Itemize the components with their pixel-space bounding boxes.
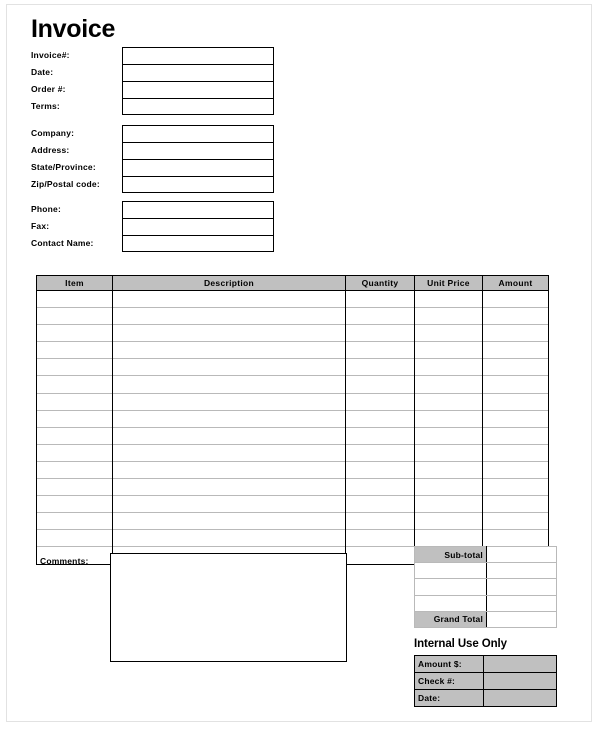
- table-header-row: [37, 276, 549, 291]
- cell-amount[interactable]: [483, 479, 549, 496]
- table-row: [37, 342, 549, 359]
- form-label: Order #:: [31, 84, 66, 94]
- cell-unit-price[interactable]: [415, 461, 483, 478]
- totals-label: [415, 595, 487, 611]
- cell-quantity[interactable]: [346, 291, 415, 308]
- cell-unit-price[interactable]: [415, 513, 483, 530]
- form-label: Fax:: [31, 221, 50, 231]
- table-row: [37, 513, 549, 530]
- cell-unit-price[interactable]: [415, 359, 483, 376]
- cell-item[interactable]: [37, 513, 113, 530]
- column-header-item: Item: [37, 276, 113, 291]
- cell-item[interactable]: [37, 359, 113, 376]
- cell-description[interactable]: [113, 479, 346, 496]
- totals-label: Sub-total: [415, 547, 487, 563]
- invoice-page: [6, 4, 592, 722]
- table-row: [37, 308, 549, 325]
- form-input-field[interactable]: [122, 176, 274, 193]
- cell-quantity[interactable]: [346, 547, 415, 564]
- cell-description[interactable]: [113, 410, 346, 427]
- cell-item[interactable]: [37, 444, 113, 461]
- cell-description[interactable]: [113, 325, 346, 342]
- totals-table: [414, 546, 557, 628]
- internal-use-row: [415, 690, 557, 707]
- internal-use-row: [415, 673, 557, 690]
- form-input-field[interactable]: [122, 159, 274, 176]
- totals-value[interactable]: [487, 563, 557, 579]
- cell-description[interactable]: [113, 513, 346, 530]
- cell-item[interactable]: [37, 530, 113, 547]
- totals-body: [415, 547, 557, 628]
- table-row: [37, 479, 549, 496]
- cell-unit-price[interactable]: [415, 308, 483, 325]
- form-label: Zip/Postal code:: [31, 179, 100, 189]
- internal-use-label: Date:: [415, 690, 484, 707]
- cell-unit-price[interactable]: [415, 325, 483, 342]
- table-row: [37, 393, 549, 410]
- form-input-field[interactable]: [122, 98, 274, 115]
- totals-row: [415, 579, 557, 595]
- cell-amount[interactable]: [483, 342, 549, 359]
- totals-row: [415, 563, 557, 579]
- form-label: Terms:: [31, 101, 60, 111]
- table-row: [37, 359, 549, 376]
- cell-unit-price[interactable]: [415, 496, 483, 513]
- cell-item[interactable]: [37, 376, 113, 393]
- column-header-quantity: Quantity: [346, 276, 415, 291]
- form-input-field[interactable]: [122, 201, 274, 218]
- cell-quantity[interactable]: [346, 342, 415, 359]
- totals-value[interactable]: [487, 547, 557, 563]
- totals-value[interactable]: [487, 611, 557, 627]
- cell-description[interactable]: [113, 461, 346, 478]
- form-label: Company:: [31, 128, 75, 138]
- form-label: Contact Name:: [31, 238, 94, 248]
- page-title: Invoice: [31, 15, 116, 43]
- cell-amount[interactable]: [483, 291, 549, 308]
- cell-quantity[interactable]: [346, 444, 415, 461]
- cell-amount[interactable]: [483, 427, 549, 444]
- cell-amount[interactable]: [483, 530, 549, 547]
- cell-item[interactable]: [37, 461, 113, 478]
- cell-quantity[interactable]: [346, 530, 415, 547]
- cell-description[interactable]: [113, 427, 346, 444]
- totals-label: Grand Total: [415, 611, 487, 627]
- form-input-field[interactable]: [122, 142, 274, 159]
- cell-quantity[interactable]: [346, 513, 415, 530]
- cell-amount[interactable]: [483, 410, 549, 427]
- form-input-field[interactable]: [122, 47, 274, 64]
- totals-row: [415, 611, 557, 627]
- totals-row: [415, 595, 557, 611]
- form-label: Phone:: [31, 204, 62, 214]
- cell-description[interactable]: [113, 530, 346, 547]
- column-header-description: Description: [113, 276, 346, 291]
- cell-amount[interactable]: [483, 513, 549, 530]
- internal-use-heading: Internal Use Only: [414, 638, 507, 650]
- cell-item[interactable]: [37, 342, 113, 359]
- cell-amount[interactable]: [483, 444, 549, 461]
- cell-quantity[interactable]: [346, 393, 415, 410]
- cell-quantity[interactable]: [346, 359, 415, 376]
- cell-description[interactable]: [113, 308, 346, 325]
- internal-use-body: [415, 656, 557, 707]
- table-row: [37, 530, 549, 547]
- totals-row: [415, 547, 557, 563]
- cell-quantity[interactable]: [346, 479, 415, 496]
- cell-item[interactable]: [37, 393, 113, 410]
- table-row: [37, 461, 549, 478]
- cell-quantity[interactable]: [346, 461, 415, 478]
- cell-unit-price[interactable]: [415, 291, 483, 308]
- form-input-field[interactable]: [122, 64, 274, 81]
- cell-description[interactable]: [113, 444, 346, 461]
- cell-description[interactable]: [113, 376, 346, 393]
- cell-description[interactable]: [113, 393, 346, 410]
- cell-item[interactable]: [37, 479, 113, 496]
- form-input-field[interactable]: [122, 81, 274, 98]
- comments-label: Comments:: [40, 556, 89, 566]
- table-row: [37, 376, 549, 393]
- cell-unit-price[interactable]: [415, 376, 483, 393]
- form-label: Date:: [31, 67, 54, 77]
- comments-input[interactable]: [110, 553, 347, 662]
- internal-use-value[interactable]: [484, 690, 557, 707]
- cell-item[interactable]: [37, 291, 113, 308]
- line-items-table: [36, 275, 549, 565]
- cell-quantity[interactable]: [346, 308, 415, 325]
- cell-description[interactable]: [113, 496, 346, 513]
- cell-quantity[interactable]: [346, 325, 415, 342]
- internal-use-value[interactable]: [484, 673, 557, 690]
- internal-use-value[interactable]: [484, 656, 557, 673]
- cell-unit-price[interactable]: [415, 393, 483, 410]
- cell-quantity[interactable]: [346, 376, 415, 393]
- table-row: [37, 427, 549, 444]
- cell-unit-price[interactable]: [415, 342, 483, 359]
- table-row: [37, 496, 549, 513]
- cell-quantity[interactable]: [346, 496, 415, 513]
- cell-quantity[interactable]: [346, 427, 415, 444]
- cell-unit-price[interactable]: [415, 427, 483, 444]
- column-header-unit-price: Unit Price: [415, 276, 483, 291]
- cell-amount[interactable]: [483, 359, 549, 376]
- form-input-field[interactable]: [122, 218, 274, 235]
- table-row: [37, 291, 549, 308]
- cell-amount[interactable]: [483, 325, 549, 342]
- form-label: Invoice#:: [31, 50, 70, 60]
- cell-item[interactable]: [37, 410, 113, 427]
- cell-unit-price[interactable]: [415, 444, 483, 461]
- cell-amount[interactable]: [483, 496, 549, 513]
- cell-unit-price[interactable]: [415, 479, 483, 496]
- cell-amount[interactable]: [483, 393, 549, 410]
- form-input-field[interactable]: [122, 125, 274, 142]
- totals-label: [415, 563, 487, 579]
- form-input-field[interactable]: [122, 235, 274, 252]
- table-row: [37, 325, 549, 342]
- cell-description[interactable]: [113, 359, 346, 376]
- form-label: State/Province:: [31, 162, 96, 172]
- cell-description[interactable]: [113, 342, 346, 359]
- cell-unit-price[interactable]: [415, 410, 483, 427]
- totals-label: [415, 579, 487, 595]
- cell-amount[interactable]: [483, 461, 549, 478]
- cell-description[interactable]: [113, 291, 346, 308]
- table-row: [37, 410, 549, 427]
- internal-use-label: Check #:: [415, 673, 484, 690]
- cell-amount[interactable]: [483, 308, 549, 325]
- cell-amount[interactable]: [483, 376, 549, 393]
- totals-value[interactable]: [487, 579, 557, 595]
- line-items-body: [37, 291, 549, 565]
- cell-item[interactable]: [37, 496, 113, 513]
- cell-unit-price[interactable]: [415, 530, 483, 547]
- table-row: [37, 444, 549, 461]
- form-label: Address:: [31, 145, 70, 155]
- cell-item[interactable]: [37, 308, 113, 325]
- cell-quantity[interactable]: [346, 410, 415, 427]
- totals-value[interactable]: [487, 595, 557, 611]
- cell-item[interactable]: [37, 325, 113, 342]
- internal-use-label: Amount $:: [415, 656, 484, 673]
- cell-item[interactable]: [37, 427, 113, 444]
- internal-use-table: [414, 655, 557, 707]
- internal-use-row: [415, 656, 557, 673]
- column-header-amount: Amount: [483, 276, 549, 291]
